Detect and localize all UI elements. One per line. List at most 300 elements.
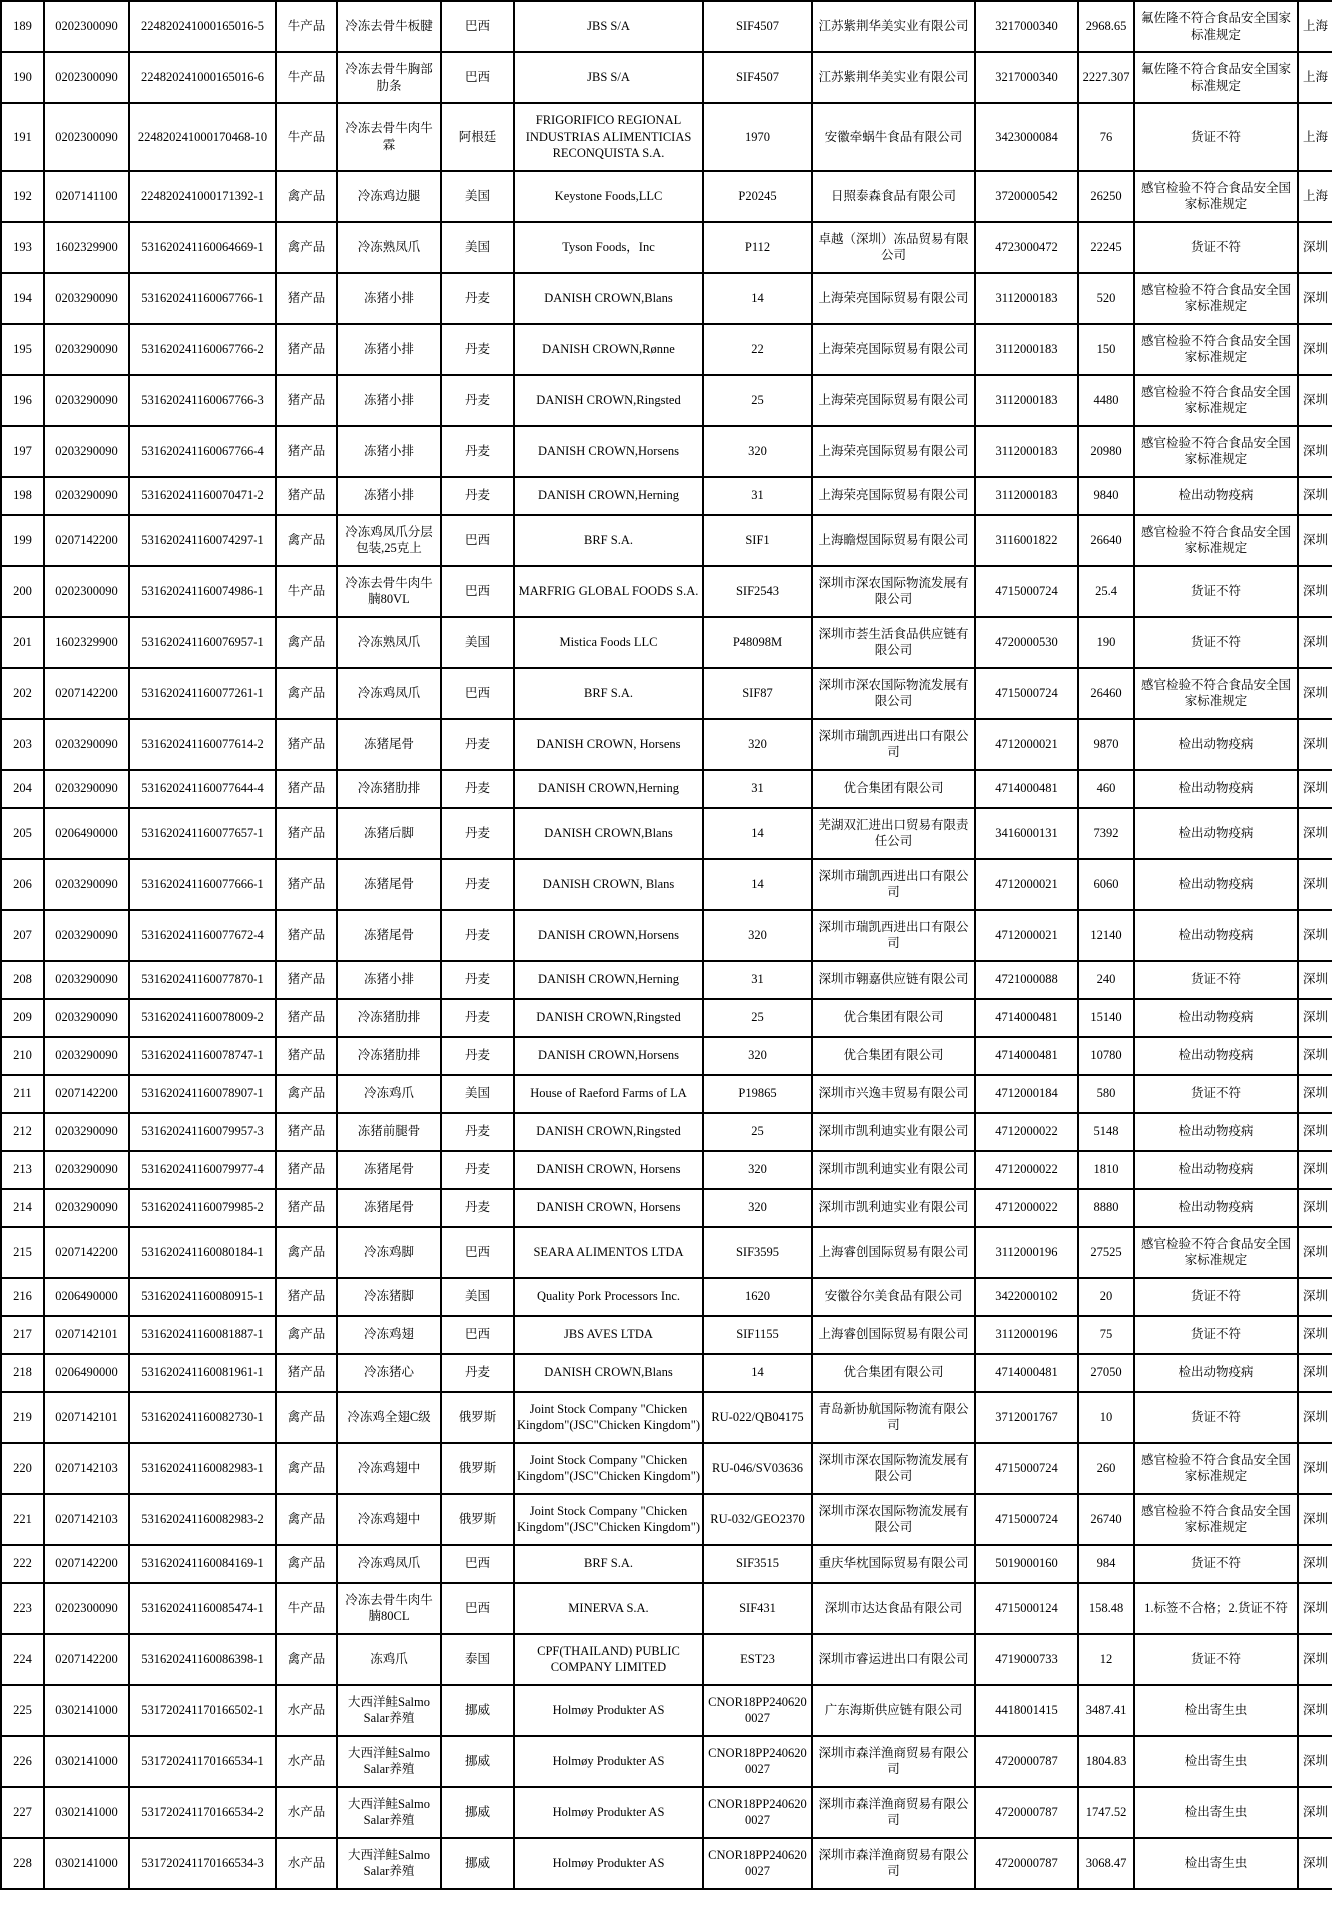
table-row [1, 1787, 1332, 1838]
cell-product-category: 猪产品 [276, 324, 337, 375]
cell-origin-country: 丹麦 [441, 324, 514, 375]
cell-manufacturer: Keystone Foods,LLC [514, 171, 703, 222]
cell-importer-company: 上海荣亮国际贸易有限公司 [812, 477, 975, 515]
cell-hs-code: 0206490000 [44, 1354, 129, 1392]
cell-product-name: 冷冻去骨牛板腱 [337, 1, 441, 52]
cell-entry-id: 531620241160067766-3 [129, 375, 276, 426]
cell-port: 深圳 [1298, 477, 1332, 515]
cell-port: 深圳 [1298, 808, 1332, 859]
cell-hs-code: 0207142101 [44, 1316, 129, 1354]
cell-manufacturer: DANISH CROWN,Ringsted [514, 375, 703, 426]
cell-importer-company: 深圳市凯利迪实业有限公司 [812, 1113, 975, 1151]
table-row [1, 1, 1332, 52]
cell-registration-number: RU-046/SV03636 [703, 1443, 812, 1494]
cell-registration-number: P112 [703, 222, 812, 273]
cell-importer-code: 3217000340 [975, 1, 1078, 52]
cell-quantity: 5148 [1078, 1113, 1134, 1151]
cell-importer-company: 深圳市达达食品有限公司 [812, 1583, 975, 1634]
cell-quantity: 240 [1078, 961, 1134, 999]
cell-quantity: 76 [1078, 103, 1134, 171]
cell-row-number: 210 [1, 1037, 44, 1075]
cell-entry-id: 531620241160064669-1 [129, 222, 276, 273]
cell-importer-code: 3423000084 [975, 103, 1078, 171]
cell-origin-country: 丹麦 [441, 1189, 514, 1227]
cell-product-category: 水产品 [276, 1838, 337, 1889]
cell-hs-code: 0207142200 [44, 1545, 129, 1583]
cell-importer-company: 青岛新协航国际物流有限公司 [812, 1392, 975, 1443]
cell-quantity: 984 [1078, 1545, 1134, 1583]
table-row [1, 222, 1332, 273]
cell-importer-code: 4715000724 [975, 1443, 1078, 1494]
cell-row-number: 201 [1, 617, 44, 668]
table-row [1, 515, 1332, 566]
cell-product-name: 冻猪小排 [337, 273, 441, 324]
cell-importer-company: 深圳市深农国际物流发展有限公司 [812, 566, 975, 617]
cell-product-name: 冷冻熟凤爪 [337, 222, 441, 273]
cell-quantity: 4480 [1078, 375, 1134, 426]
cell-registration-number: SIF1 [703, 515, 812, 566]
cell-importer-company: 卓越（深圳）冻品贸易有限公司 [812, 222, 975, 273]
cell-product-name: 冻猪小排 [337, 477, 441, 515]
cell-product-name: 冷冻猪肋排 [337, 1037, 441, 1075]
cell-entry-id: 531620241160079985-2 [129, 1189, 276, 1227]
cell-row-number: 220 [1, 1443, 44, 1494]
cell-origin-country: 巴西 [441, 1545, 514, 1583]
cell-hs-code: 0206490000 [44, 1278, 129, 1316]
cell-product-category: 禽产品 [276, 1443, 337, 1494]
cell-importer-company: 深圳市荟生活食品供应链有限公司 [812, 617, 975, 668]
cell-origin-country: 丹麦 [441, 961, 514, 999]
cell-origin-country: 美国 [441, 1075, 514, 1113]
cell-manufacturer: DANISH CROWN,Horsens [514, 426, 703, 477]
table-row [1, 1151, 1332, 1189]
cell-product-name: 冻猪小排 [337, 426, 441, 477]
cell-hs-code: 0302141000 [44, 1787, 129, 1838]
cell-hs-code: 0202300090 [44, 52, 129, 103]
cell-importer-company: 广东海斯供应链有限公司 [812, 1685, 975, 1736]
cell-entry-id: 531620241160067766-2 [129, 324, 276, 375]
cell-product-name: 冷冻熟凤爪 [337, 617, 441, 668]
cell-manufacturer: DANISH CROWN,Herning [514, 961, 703, 999]
cell-product-name: 冷冻猪心 [337, 1354, 441, 1392]
cell-port: 深圳 [1298, 859, 1332, 910]
cell-row-number: 192 [1, 171, 44, 222]
cell-entry-id: 224820241000171392-1 [129, 171, 276, 222]
table-row [1, 1278, 1332, 1316]
cell-registration-number: SIF4507 [703, 1, 812, 52]
cell-product-name: 冻猪小排 [337, 961, 441, 999]
cell-row-number: 206 [1, 859, 44, 910]
table-row [1, 1316, 1332, 1354]
table-row [1, 426, 1332, 477]
cell-manufacturer: DANISH CROWN,Rønne [514, 324, 703, 375]
cell-registration-number: 320 [703, 426, 812, 477]
cell-noncompliance-reason: 货证不符 [1134, 1634, 1298, 1685]
cell-importer-code: 3112000183 [975, 375, 1078, 426]
table-row [1, 808, 1332, 859]
cell-hs-code: 0202300090 [44, 103, 129, 171]
cell-product-category: 禽产品 [276, 617, 337, 668]
cell-entry-id: 224820241000165016-5 [129, 1, 276, 52]
cell-hs-code: 0207142200 [44, 1075, 129, 1113]
table-row [1, 566, 1332, 617]
cell-quantity: 15140 [1078, 999, 1134, 1037]
cell-entry-id: 224820241000165016-6 [129, 52, 276, 103]
cell-origin-country: 丹麦 [441, 1037, 514, 1075]
cell-importer-code: 4712000022 [975, 1189, 1078, 1227]
cell-entry-id: 531620241160077666-1 [129, 859, 276, 910]
table-row [1, 103, 1332, 171]
cell-quantity: 460 [1078, 770, 1134, 808]
cell-product-category: 猪产品 [276, 273, 337, 324]
cell-importer-company: 优合集团有限公司 [812, 770, 975, 808]
cell-entry-id: 531620241160070471-2 [129, 477, 276, 515]
cell-port: 深圳 [1298, 273, 1332, 324]
cell-registration-number: P19865 [703, 1075, 812, 1113]
cell-hs-code: 0203290090 [44, 999, 129, 1037]
cell-origin-country: 阿根廷 [441, 103, 514, 171]
cell-product-name: 大西洋鲑Salmo Salar养殖 [337, 1685, 441, 1736]
cell-importer-code: 4714000481 [975, 1354, 1078, 1392]
cell-row-number: 196 [1, 375, 44, 426]
cell-product-name: 大西洋鲑Salmo Salar养殖 [337, 1736, 441, 1787]
cell-noncompliance-reason: 感官检验不符合食品安全国家标准规定 [1134, 171, 1298, 222]
cell-noncompliance-reason: 检出动物疫病 [1134, 999, 1298, 1037]
cell-quantity: 22245 [1078, 222, 1134, 273]
cell-row-number: 219 [1, 1392, 44, 1443]
cell-entry-id: 531620241160077657-1 [129, 808, 276, 859]
cell-port: 深圳 [1298, 1392, 1332, 1443]
table-row [1, 1583, 1332, 1634]
cell-entry-id: 531620241160081887-1 [129, 1316, 276, 1354]
cell-quantity: 3487.41 [1078, 1685, 1134, 1736]
table-row [1, 171, 1332, 222]
cell-entry-id: 531620241160076957-1 [129, 617, 276, 668]
cell-port: 深圳 [1298, 1685, 1332, 1736]
cell-manufacturer: CPF(THAILAND) PUBLIC COMPANY LIMITED [514, 1634, 703, 1685]
cell-product-category: 猪产品 [276, 808, 337, 859]
cell-manufacturer: MINERVA S.A. [514, 1583, 703, 1634]
cell-product-category: 禽产品 [276, 668, 337, 719]
table-row [1, 1113, 1332, 1151]
cell-importer-company: 重庆华枕国际贸易有限公司 [812, 1545, 975, 1583]
cell-hs-code: 0202300090 [44, 1583, 129, 1634]
cell-noncompliance-reason: 检出动物疫病 [1134, 1354, 1298, 1392]
cell-noncompliance-reason: 感官检验不符合食品安全国家标准规定 [1134, 668, 1298, 719]
cell-noncompliance-reason: 感官检验不符合食品安全国家标准规定 [1134, 1494, 1298, 1545]
cell-row-number: 189 [1, 1, 44, 52]
cell-registration-number: SIF3515 [703, 1545, 812, 1583]
cell-origin-country: 丹麦 [441, 375, 514, 426]
table-row [1, 477, 1332, 515]
cell-product-name: 冷冻去骨牛肉牛腩80VL [337, 566, 441, 617]
cell-quantity: 8880 [1078, 1189, 1134, 1227]
cell-row-number: 223 [1, 1583, 44, 1634]
cell-noncompliance-reason: 检出动物疫病 [1134, 477, 1298, 515]
cell-importer-company: 深圳市深农国际物流发展有限公司 [812, 1443, 975, 1494]
cell-registration-number: SIF4507 [703, 52, 812, 103]
cell-entry-id: 531720241170166534-1 [129, 1736, 276, 1787]
cell-noncompliance-reason: 货证不符 [1134, 1545, 1298, 1583]
cell-port: 深圳 [1298, 515, 1332, 566]
cell-registration-number: SIF1155 [703, 1316, 812, 1354]
table-row [1, 1392, 1332, 1443]
cell-importer-code: 4714000481 [975, 770, 1078, 808]
cell-hs-code: 1602329900 [44, 222, 129, 273]
cell-manufacturer: DANISH CROWN, Blans [514, 859, 703, 910]
cell-importer-company: 深圳市深农国际物流发展有限公司 [812, 668, 975, 719]
cell-port: 深圳 [1298, 426, 1332, 477]
cell-hs-code: 0207142101 [44, 1392, 129, 1443]
cell-product-category: 禽产品 [276, 1494, 337, 1545]
cell-registration-number: RU-032/GEO2370 [703, 1494, 812, 1545]
cell-importer-company: 深圳市瑞凯西进出口有限公司 [812, 910, 975, 961]
cell-registration-number: 25 [703, 375, 812, 426]
cell-row-number: 213 [1, 1151, 44, 1189]
cell-quantity: 27525 [1078, 1227, 1134, 1278]
cell-row-number: 211 [1, 1075, 44, 1113]
cell-port: 深圳 [1298, 719, 1332, 770]
cell-product-name: 冻猪尾骨 [337, 1151, 441, 1189]
cell-product-category: 禽产品 [276, 1316, 337, 1354]
cell-noncompliance-reason: 货证不符 [1134, 1075, 1298, 1113]
cell-quantity: 26740 [1078, 1494, 1134, 1545]
cell-importer-code: 3116001822 [975, 515, 1078, 566]
cell-port: 深圳 [1298, 1075, 1332, 1113]
cell-entry-id: 531620241160077261-1 [129, 668, 276, 719]
cell-noncompliance-reason: 货证不符 [1134, 103, 1298, 171]
cell-noncompliance-reason: 感官检验不符合食品安全国家标准规定 [1134, 324, 1298, 375]
cell-origin-country: 俄罗斯 [441, 1494, 514, 1545]
cell-row-number: 228 [1, 1838, 44, 1889]
cell-product-name: 冷冻鸡边腿 [337, 171, 441, 222]
cell-product-category: 猪产品 [276, 375, 337, 426]
cell-row-number: 207 [1, 910, 44, 961]
cell-origin-country: 美国 [441, 171, 514, 222]
cell-importer-code: 3112000183 [975, 426, 1078, 477]
cell-product-name: 冷冻去骨牛胸部肋条 [337, 52, 441, 103]
cell-row-number: 190 [1, 52, 44, 103]
table-row [1, 668, 1332, 719]
cell-quantity: 20980 [1078, 426, 1134, 477]
cell-entry-id: 531620241160082730-1 [129, 1392, 276, 1443]
cell-importer-code: 4720000530 [975, 617, 1078, 668]
cell-origin-country: 巴西 [441, 1227, 514, 1278]
cell-hs-code: 0207142200 [44, 1634, 129, 1685]
cell-row-number: 197 [1, 426, 44, 477]
cell-row-number: 216 [1, 1278, 44, 1316]
cell-row-number: 217 [1, 1316, 44, 1354]
cell-quantity: 6060 [1078, 859, 1134, 910]
cell-quantity: 26250 [1078, 171, 1134, 222]
table-row [1, 910, 1332, 961]
cell-manufacturer: Mistica Foods LLC [514, 617, 703, 668]
cell-hs-code: 0203290090 [44, 1113, 129, 1151]
cell-product-category: 牛产品 [276, 1, 337, 52]
cell-origin-country: 巴西 [441, 1316, 514, 1354]
cell-port: 深圳 [1298, 1189, 1332, 1227]
cell-registration-number: CNOR18PP2406200027 [703, 1787, 812, 1838]
cell-hs-code: 0203290090 [44, 426, 129, 477]
cell-port: 深圳 [1298, 999, 1332, 1037]
table-row [1, 1634, 1332, 1685]
table-row [1, 1545, 1332, 1583]
cell-entry-id: 531620241160079977-4 [129, 1151, 276, 1189]
cell-origin-country: 巴西 [441, 1, 514, 52]
cell-product-name: 冷冻鸡翅中 [337, 1494, 441, 1545]
cell-noncompliance-reason: 感官检验不符合食品安全国家标准规定 [1134, 1227, 1298, 1278]
cell-importer-company: 深圳市翱嘉供应链有限公司 [812, 961, 975, 999]
cell-noncompliance-reason: 货证不符 [1134, 1316, 1298, 1354]
cell-product-name: 冷冻去骨牛肉牛霖 [337, 103, 441, 171]
cell-entry-id: 531620241160082983-2 [129, 1494, 276, 1545]
cell-quantity: 1810 [1078, 1151, 1134, 1189]
cell-product-name: 大西洋鲑Salmo Salar养殖 [337, 1838, 441, 1889]
cell-quantity: 75 [1078, 1316, 1134, 1354]
cell-importer-company: 深圳市深农国际物流发展有限公司 [812, 1494, 975, 1545]
cell-hs-code: 1602329900 [44, 617, 129, 668]
cell-origin-country: 巴西 [441, 52, 514, 103]
cell-importer-code: 4712000021 [975, 910, 1078, 961]
cell-entry-id: 531620241160074986-1 [129, 566, 276, 617]
cell-entry-id: 531620241160078747-1 [129, 1037, 276, 1075]
cell-manufacturer: Joint Stock Company "Chicken Kingdom"(JSC"Chicken Kingdom") [514, 1443, 703, 1494]
cell-importer-company: 上海荣亮国际贸易有限公司 [812, 273, 975, 324]
cell-noncompliance-reason: 检出寄生虫 [1134, 1736, 1298, 1787]
cell-manufacturer: DANISH CROWN, Horsens [514, 1189, 703, 1227]
cell-importer-company: 优合集团有限公司 [812, 1354, 975, 1392]
cell-registration-number: CNOR18PP2406200027 [703, 1838, 812, 1889]
cell-product-category: 猪产品 [276, 1037, 337, 1075]
cell-noncompliance-reason: 氟佐隆不符合食品安全国家标准规定 [1134, 1, 1298, 52]
cell-product-name: 冷冻鸡爪 [337, 1075, 441, 1113]
cell-origin-country: 俄罗斯 [441, 1443, 514, 1494]
cell-importer-code: 4418001415 [975, 1685, 1078, 1736]
table-row [1, 52, 1332, 103]
cell-port: 深圳 [1298, 1227, 1332, 1278]
table-row [1, 1494, 1332, 1545]
cell-hs-code: 0203290090 [44, 961, 129, 999]
cell-product-name: 冷冻鸡脚 [337, 1227, 441, 1278]
cell-importer-code: 4715000724 [975, 566, 1078, 617]
cell-product-category: 牛产品 [276, 1583, 337, 1634]
cell-origin-country: 美国 [441, 1278, 514, 1316]
cell-registration-number: 320 [703, 1151, 812, 1189]
cell-importer-code: 4723000472 [975, 222, 1078, 273]
cell-importer-company: 江苏紫荆华美实业有限公司 [812, 52, 975, 103]
cell-hs-code: 0203290090 [44, 859, 129, 910]
cell-noncompliance-reason: 货证不符 [1134, 222, 1298, 273]
cell-port: 深圳 [1298, 324, 1332, 375]
cell-manufacturer: DANISH CROWN,Horsens [514, 910, 703, 961]
cell-quantity: 580 [1078, 1075, 1134, 1113]
cell-importer-company: 上海荣亮国际贸易有限公司 [812, 426, 975, 477]
cell-product-category: 猪产品 [276, 1151, 337, 1189]
cell-port: 深圳 [1298, 961, 1332, 999]
cell-manufacturer: Holmøy Produkter AS [514, 1787, 703, 1838]
cell-registration-number: 14 [703, 859, 812, 910]
cell-quantity: 158.48 [1078, 1583, 1134, 1634]
cell-port: 深圳 [1298, 1838, 1332, 1889]
cell-hs-code: 0203290090 [44, 375, 129, 426]
cell-product-name: 冷冻鸡翅中 [337, 1443, 441, 1494]
cell-port: 深圳 [1298, 1037, 1332, 1075]
cell-registration-number: SIF2543 [703, 566, 812, 617]
cell-hs-code: 0207142200 [44, 1227, 129, 1278]
cell-hs-code: 0207142200 [44, 668, 129, 719]
cell-manufacturer: FRIGORIFICO REGIONAL INDUSTRIAS ALIMENTICIAS RECONQUISTA S.A. [514, 103, 703, 171]
cell-hs-code: 0202300090 [44, 1, 129, 52]
cell-noncompliance-reason: 检出寄生虫 [1134, 1685, 1298, 1736]
cell-product-name: 冻猪尾骨 [337, 719, 441, 770]
cell-hs-code: 0207142200 [44, 515, 129, 566]
cell-manufacturer: Joint Stock Company "Chicken Kingdom"(JSC"Chicken Kingdom") [514, 1494, 703, 1545]
cell-registration-number: 1970 [703, 103, 812, 171]
cell-importer-code: 4714000481 [975, 1037, 1078, 1075]
cell-manufacturer: DANISH CROWN,Ringsted [514, 999, 703, 1037]
table-row [1, 1227, 1332, 1278]
cell-product-category: 牛产品 [276, 566, 337, 617]
cell-row-number: 209 [1, 999, 44, 1037]
table-row [1, 859, 1332, 910]
cell-importer-code: 3720000542 [975, 171, 1078, 222]
cell-importer-code: 4714000481 [975, 999, 1078, 1037]
cell-hs-code: 0203290090 [44, 273, 129, 324]
cell-quantity: 12140 [1078, 910, 1134, 961]
cell-hs-code: 0203290090 [44, 324, 129, 375]
cell-hs-code: 0203290090 [44, 719, 129, 770]
cell-manufacturer: DANISH CROWN,Herning [514, 477, 703, 515]
cell-registration-number: 14 [703, 1354, 812, 1392]
cell-product-name: 冷冻去骨牛肉牛腩80CL [337, 1583, 441, 1634]
cell-importer-code: 5019000160 [975, 1545, 1078, 1583]
cell-origin-country: 丹麦 [441, 426, 514, 477]
cell-row-number: 225 [1, 1685, 44, 1736]
cell-origin-country: 丹麦 [441, 859, 514, 910]
cell-product-name: 冷冻猪肋排 [337, 770, 441, 808]
cell-product-category: 猪产品 [276, 1354, 337, 1392]
cell-importer-company: 深圳市瑞凯西进出口有限公司 [812, 859, 975, 910]
cell-product-category: 禽产品 [276, 1075, 337, 1113]
cell-quantity: 10780 [1078, 1037, 1134, 1075]
cell-entry-id: 531620241160080915-1 [129, 1278, 276, 1316]
cell-registration-number: 31 [703, 477, 812, 515]
cell-importer-company: 江苏紫荆华美实业有限公司 [812, 1, 975, 52]
cell-row-number: 215 [1, 1227, 44, 1278]
cell-product-category: 猪产品 [276, 477, 337, 515]
cell-product-category: 猪产品 [276, 961, 337, 999]
cell-row-number: 224 [1, 1634, 44, 1685]
cell-port: 上海 [1298, 171, 1332, 222]
cell-product-name: 冷冻鸡凤爪 [337, 668, 441, 719]
table-row [1, 1443, 1332, 1494]
cell-noncompliance-reason: 货证不符 [1134, 617, 1298, 668]
cell-noncompliance-reason: 感官检验不符合食品安全国家标准规定 [1134, 273, 1298, 324]
cell-row-number: 200 [1, 566, 44, 617]
cell-importer-code: 4715000724 [975, 668, 1078, 719]
cell-quantity: 9870 [1078, 719, 1134, 770]
cell-hs-code: 0203290090 [44, 1037, 129, 1075]
cell-hs-code: 0206490000 [44, 808, 129, 859]
cell-registration-number: SIF431 [703, 1583, 812, 1634]
cell-noncompliance-reason: 检出动物疫病 [1134, 1037, 1298, 1075]
cell-hs-code: 0203290090 [44, 770, 129, 808]
cell-entry-id: 531620241160077672-4 [129, 910, 276, 961]
cell-entry-id: 531720241170166534-2 [129, 1787, 276, 1838]
table-row [1, 961, 1332, 999]
cell-port: 上海 [1298, 1, 1332, 52]
cell-entry-id: 531620241160077644-4 [129, 770, 276, 808]
